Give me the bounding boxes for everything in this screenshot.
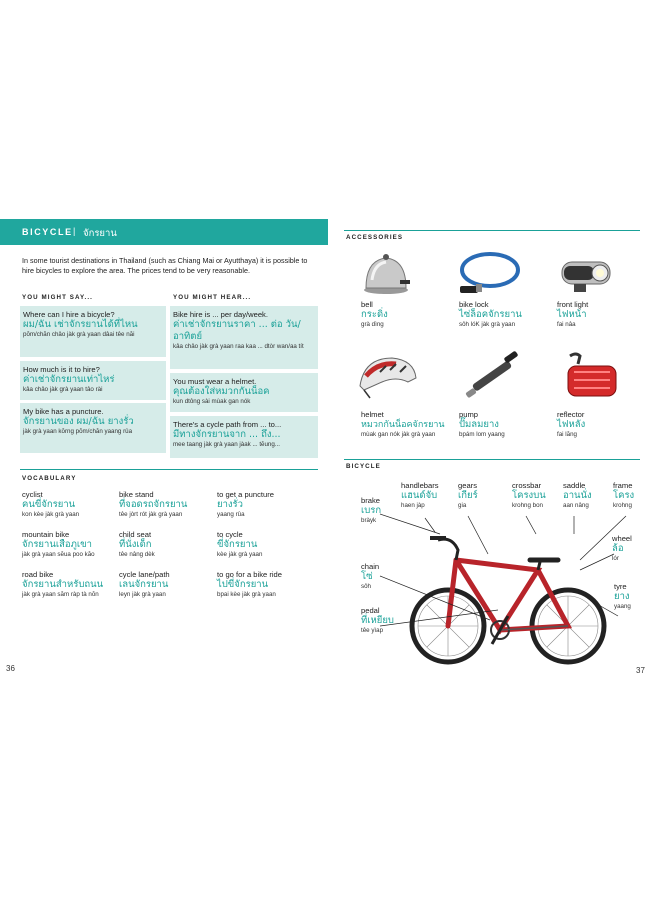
part-thai: โครง: [613, 490, 635, 501]
vocab-english: road bike: [22, 570, 54, 579]
vocab-thai: ไปขี่จักรยาน: [217, 579, 269, 590]
part-thai: โครงบน: [512, 490, 546, 501]
vocab-item: [119, 530, 211, 559]
part-thai: อานนั่ง: [563, 490, 592, 501]
vocab-thai: จักรยานเสือภูเขา: [22, 539, 92, 550]
reflector-image: [560, 350, 624, 404]
hear-romanized: kâa châo jàk grà yaan raa kaa ... dtòr wan/aa tít: [173, 343, 304, 350]
accessory-english: helmet: [361, 410, 384, 419]
vocab-item: [119, 570, 211, 599]
accessory-reflector: [557, 410, 637, 439]
part-thai: เบรก: [361, 505, 382, 516]
part-romanized: gia: [458, 502, 467, 509]
vocab-thai: ยางรั่ว: [217, 499, 243, 510]
hear-thai: คุณต้องใส่หมวกกันน็อค: [173, 386, 270, 397]
vocab-romanized: bpai kèe jàk grà yaan: [217, 591, 276, 598]
part-english: crossbar: [512, 481, 542, 490]
accessories-heading: ACCESSORIES: [346, 234, 404, 241]
accessory-thai: ไฟหลัง: [557, 419, 586, 430]
accessory-thai: หมวกกันน็อคจักรยาน: [361, 420, 445, 430]
part-english: saddle: [563, 481, 586, 490]
vocab-romanized: kon kèe jàk grà yaan: [22, 511, 80, 518]
vocab-english: cyclist: [22, 490, 43, 499]
part-english: pedal: [361, 606, 380, 615]
vocab-thai: ที่จอดรถจักรยาน: [119, 499, 188, 510]
say-english: How much is it to hire?: [23, 365, 100, 374]
label-gears: [458, 481, 498, 510]
part-romanized: sôh: [361, 583, 371, 590]
part-romanized: lór: [612, 555, 619, 562]
accessory-romanized: fai lăng: [557, 431, 577, 438]
bell-image: [356, 250, 416, 296]
front-light-image: [556, 252, 620, 296]
accessory-romanized: sôh lóK jàk grà yaan: [459, 321, 516, 328]
say-thai: ผม/ฉัน เช่าจักรยานได้ที่ไหน: [23, 319, 138, 330]
bicycle-divider: [344, 459, 640, 460]
vocab-english: to get a puncture: [217, 490, 274, 499]
vocab-item: [119, 490, 211, 519]
say-romanized: kâa châo jàk grà yaan tâo rài: [23, 386, 103, 393]
accessory-english: reflector: [557, 410, 585, 419]
vocab-thai: ที่นั่งเด็ก: [119, 539, 152, 550]
part-english: chain: [361, 562, 380, 571]
part-romanized: haen jàp: [401, 502, 425, 509]
vocab-english: child seat: [119, 530, 152, 539]
accessory-romanized: bpám lom yaang: [459, 431, 505, 438]
accessory-helmet: [361, 410, 455, 439]
label-wheel: [612, 534, 648, 563]
page-title: BICYCLE: [22, 227, 73, 237]
label-crossbar: [512, 481, 562, 510]
label-brake: [361, 496, 401, 525]
vocab-thai: เลนจักรยาน: [119, 579, 169, 590]
say-english: My bike has a puncture.: [23, 407, 104, 416]
part-romanized: krohng bon: [512, 502, 543, 509]
part-thai: ล้อ: [612, 543, 624, 554]
label-tyre: [614, 582, 650, 611]
vocab-romanized: têe nâng dèk: [119, 551, 155, 558]
label-pedal: [361, 606, 405, 635]
you-might-hear-heading: YOU MIGHT HEAR...: [173, 294, 252, 301]
part-romanized: krohng: [613, 502, 632, 509]
part-romanized: yaang: [614, 603, 631, 610]
part-thai: โซ่: [361, 571, 373, 582]
label-saddle: [563, 481, 609, 510]
label-frame: [613, 481, 647, 510]
accessory-english: front light: [557, 300, 589, 309]
vocab-item: [22, 490, 112, 519]
vocab-english: cycle lane/path: [119, 570, 170, 579]
vocab-item: [22, 530, 116, 559]
you-might-say-heading: YOU MIGHT SAY...: [22, 294, 94, 301]
vocab-romanized: kèe jàk grà yaan: [217, 551, 263, 558]
accessory-pump: [459, 410, 549, 439]
hear-thai: ค่าเช่าจักรยานราคา ... ต่อ วัน/อาทิตย์: [173, 319, 301, 342]
vocab-romanized: jàk grà yaan sĕua poo kăo: [22, 551, 95, 558]
accessory-bike-lock: [459, 300, 553, 329]
vocab-item: [22, 570, 116, 599]
helmet-image: [356, 352, 420, 402]
vocab-romanized: yaang rûa: [217, 511, 245, 518]
accessory-english: bike lock: [459, 300, 489, 309]
vocab-romanized: têe jòrt rót jàk grà yaan: [119, 511, 183, 518]
hear-box-1: [170, 306, 318, 369]
hear-thai: มีทางจักรยานจาก ... ถึง...: [173, 429, 281, 440]
title-separator: |: [73, 226, 76, 236]
vocab-item: [217, 530, 317, 559]
accessories-divider: [344, 230, 640, 231]
accessory-thai: ไฟหน้า: [557, 309, 587, 320]
vocab-romanized: leyn jàk grà yaan: [119, 591, 166, 598]
part-english: gears: [458, 481, 477, 490]
vocab-item: [217, 570, 317, 599]
part-english: tyre: [614, 582, 627, 591]
accessory-romanized: fai nâa: [557, 321, 576, 328]
vocabulary-heading: VOCABULARY: [22, 475, 77, 482]
intro-paragraph: In some tourist destinations in Thailand (such as Chiang Mai or Ayutthaya) it is possible to hire bicycles to explore the area. The prices tend to be very reasonable.: [22, 256, 308, 275]
vocab-thai: จักรยานสำหรับถนน: [22, 579, 104, 590]
accessory-romanized: mùak gan nók jàk grà yaan: [361, 431, 436, 438]
page-number-left: 36: [6, 664, 15, 673]
pump-image: [464, 350, 524, 402]
vocab-thai: ขี่จักรยาน: [217, 539, 258, 550]
say-romanized: jàk grà yaan kŏrng pŏm/chăn yaang rûa: [23, 428, 133, 435]
part-romanized: têe yìap: [361, 627, 384, 634]
page-number-right: 37: [636, 666, 645, 675]
vocab-item: [217, 490, 317, 519]
vocab-thai: คนขี่จักรยาน: [22, 499, 76, 510]
accessory-english: bell: [361, 300, 373, 309]
accessory-romanized: grà dìng: [361, 321, 384, 328]
part-english: brake: [361, 496, 380, 505]
accessory-front-light: [557, 300, 637, 329]
label-chain: [361, 562, 401, 591]
accessory-bell: [361, 300, 451, 329]
part-romanized: bràyk: [361, 517, 377, 524]
hear-romanized: mee taang jàk grà yaan jàak ... tĕung...: [173, 441, 280, 448]
vocab-romanized: jàk grà yaan săm ràp tà nŏn: [22, 591, 99, 598]
part-thai: ยาง: [614, 591, 630, 602]
vocab-english: to cycle: [217, 530, 243, 539]
vocab-english: to go for a bike ride: [217, 570, 283, 579]
say-thai: ค่าเช่าจักรยานเท่าไหร่: [23, 374, 115, 385]
bicycle-heading: BICYCLE: [346, 463, 381, 470]
say-box-1: [20, 306, 166, 357]
say-box-3: [20, 403, 166, 453]
say-thai: จักรยานของ ผม/ฉัน ยางรั่ว: [23, 416, 134, 427]
part-thai: เกียร์: [458, 490, 478, 501]
part-english: wheel: [612, 534, 632, 543]
bike-lock-image: [458, 250, 522, 298]
part-thai: แฮนด์จับ: [401, 490, 438, 501]
label-handlebars: [401, 481, 461, 510]
accessory-thai: ไซ่ล็อคจักรยาน: [459, 309, 522, 320]
hear-english: Bike hire is ... per day/week.: [173, 310, 268, 319]
part-romanized: aan nâng: [563, 502, 589, 509]
part-english: handlebars: [401, 481, 439, 490]
page-title-thai: จักรยาน: [83, 228, 117, 239]
vocab-divider: [20, 469, 318, 470]
accessory-english: pump: [459, 410, 478, 419]
part-thai: ที่เหยียบ: [361, 615, 394, 626]
accessory-thai: กระดิ่ง: [361, 309, 388, 320]
say-romanized: pŏm/chăn châo jàk grà yaan dâai têe năi: [23, 331, 135, 338]
hear-box-2: [170, 373, 318, 412]
say-box-2: [20, 361, 166, 400]
say-english: Where can I hire a bicycle?: [23, 310, 115, 319]
vocab-english: mountain bike: [22, 530, 70, 539]
accessory-thai: ปั๊มลมยาง: [459, 419, 499, 430]
hear-romanized: kun dtông sài mùak gan nók: [173, 398, 251, 405]
part-english: frame: [613, 481, 633, 490]
vocab-english: bike stand: [119, 490, 154, 499]
hear-box-3: [170, 416, 318, 458]
hear-english: You must wear a helmet.: [173, 377, 257, 386]
hear-english: There's a cycle path from ... to...: [173, 420, 282, 429]
